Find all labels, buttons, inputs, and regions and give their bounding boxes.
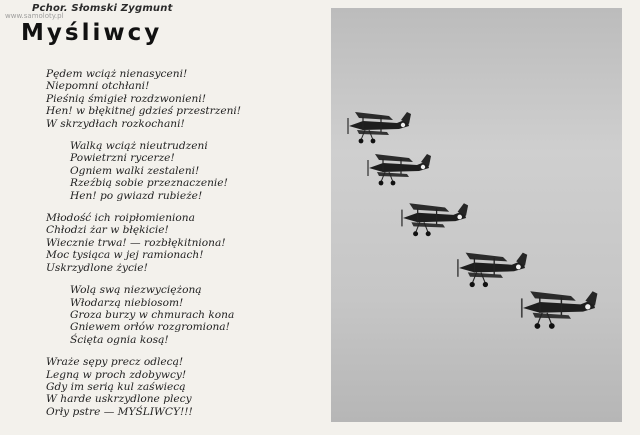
stanza: [46, 212, 316, 274]
poem-line: W skrzydłach rozkochani!: [46, 117, 185, 130]
biplane-icon: [368, 154, 431, 185]
poem-line: Wiecznie trwa! — rozbłękitniona!: [46, 236, 226, 249]
poem-line: Włodarzą niebiosom!: [70, 296, 184, 309]
biplane-icon: [348, 112, 411, 143]
poem-line: Powietrzni rycerze!: [70, 152, 175, 165]
biplane-icon: [458, 253, 527, 288]
poem-line: Gdy im serią kul zaświecą: [46, 380, 186, 393]
stanza: [46, 68, 316, 130]
poem-line: Hen! po gwiazd rubieże!: [70, 189, 203, 202]
stanza: [46, 140, 316, 202]
poem-line: Wolą swą niezwyciężoną: [70, 284, 202, 297]
poem-body: [46, 68, 316, 428]
biplane-icon: [522, 291, 598, 329]
poem-line: Wraże sępy precz odlecą!: [46, 356, 184, 369]
poem-line: Moc tysiąca w jej ramionach!: [46, 249, 204, 262]
poem-line: Ścięta ognia kosą!: [70, 333, 169, 346]
poem-line: Ogniem walki zestaleni!: [70, 164, 200, 177]
poem-line: Uskrzydlone życie!: [46, 261, 148, 274]
poem-line: Pieśnią śmigieł rozdzwonieni!: [46, 92, 207, 105]
author-byline: Pchor. Słomski Zygmunt: [32, 3, 173, 14]
poem-line: Niepomni otchłani!: [46, 80, 150, 93]
poem-title: Myśliwcy: [21, 20, 163, 46]
poem-line: Walką wciąż nieutrudzeni: [70, 140, 208, 153]
poem-line: Hen! w błękitnej gdzieś przestrzeni!: [46, 105, 242, 118]
site-watermark: www.samoloty.pl: [5, 12, 64, 20]
poem-line: Legną w proch zdobywcy!: [46, 368, 187, 381]
poem-line: Pędem wciąż nienasyceni!: [46, 68, 188, 80]
biplane-icon: [402, 203, 468, 236]
poem-line: Młodość ich roipłomieniona: [46, 212, 195, 225]
poem-line: W harde uskrzydlone plecy: [46, 393, 192, 406]
poem-line: Gniewem orłów rozgromiona!: [70, 321, 230, 334]
biplane-formation-graphic: [331, 8, 622, 422]
stanza: [46, 356, 316, 418]
aircraft-formation-photo: [331, 8, 622, 422]
stanza: [46, 284, 316, 346]
poem-line: Groza burzy w chmurach kona: [70, 308, 235, 321]
poem-line: Rzeźbią sobie przeznaczenie!: [70, 177, 228, 190]
poem-line: Orły pstre — MYŚLIWCY!!!: [46, 405, 193, 418]
poem-line: Chłodzi żar w błękicie!: [46, 224, 169, 237]
